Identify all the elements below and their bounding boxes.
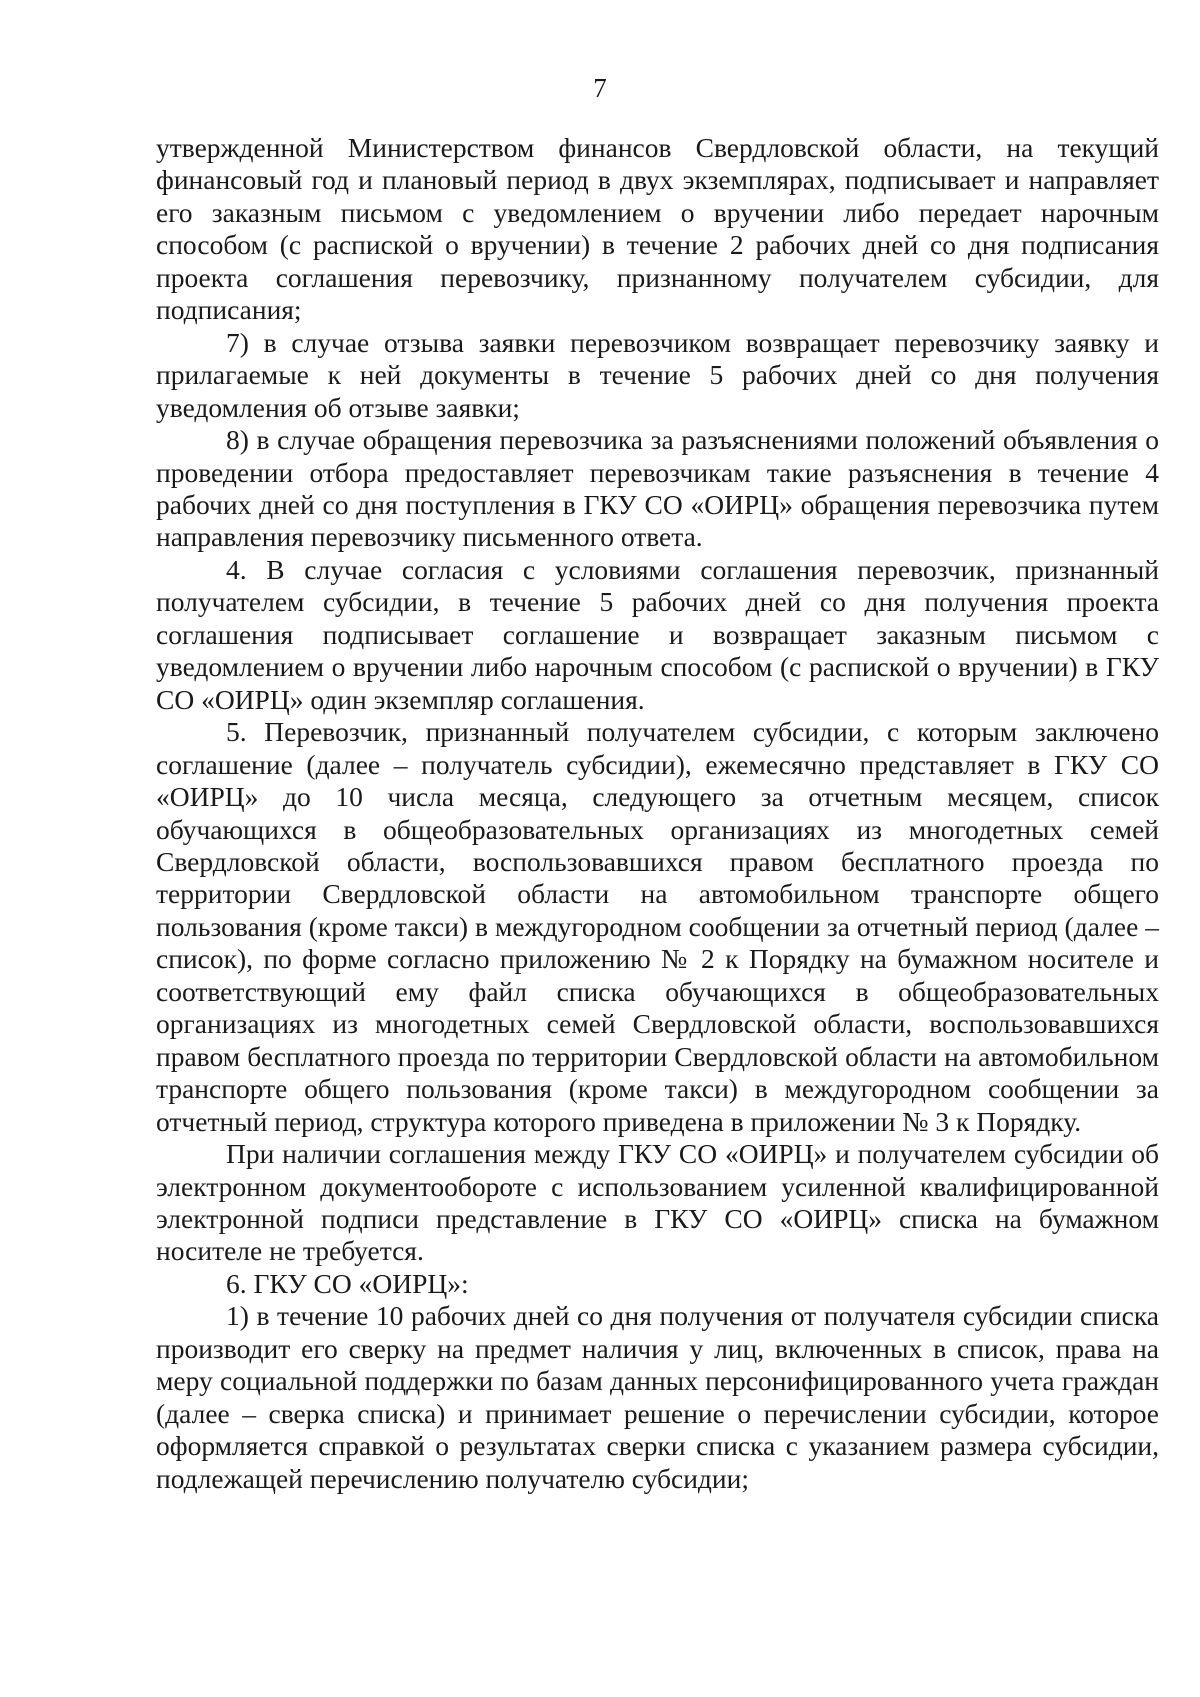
page-number: 7 <box>593 73 607 103</box>
paragraph-clause-6-item-1: 1) в течение 10 рабочих дней со дня получения от получателя субсидии списка производит его сверку на предмет наличия у лиц, включенных в список, права на меру социальной поддержки по базам данных персонифицированного учета граждан (далее – сверка списка) и принимает решение о перечислении субсидии, которое оформляется справкой о результатах сверки списка с указанием размера субсидии, подлежащей перечислению получателю субсидии; <box>156 1300 1159 1494</box>
paragraph-clause-5: 5. Перевозчик, признанный получателем субсидии, с которым заключено соглашение (далее – получатель субсидии), ежемесячно представляет в ГКУ СО «ОИРЦ» до 10 числа месяца, следующего за отчетным месяцем, список обучающихся в общеобразовательных организациях из многодетных семей Свердловской области, воспользовавшихся правом бесплатного проезда по территории Свердловской области на автомобильном транспорте общего пользования (кроме такси) в междугородном сообщении за отчетный период (далее – список), по форме согласно приложению № 2 к Порядку на бумажном носителе и соответствующий ему файл списка обучающихся в общеобразовательных организациях из многодетных семей Свердловской области, воспользовавшихся правом бесплатного проезда по территории Свердловской области на автомобильном транспорте общего пользования (кроме такси) в междугородном сообщении за отчетный период, структура которого приведена в приложении № 3 к Порядку. <box>156 716 1159 1137</box>
paragraph-item-7: 7) в случае отзыва заявки перевозчиком возвращает перевозчику заявку и прилагаемые к ней документы в течение 5 рабочих дней со дня получения уведомления об отзыве заявки; <box>156 326 1159 423</box>
paragraph-electronic-docflow: При наличии соглашения между ГКУ СО «ОИРЦ» и получателем субсидии об электронном документообороте с использованием усиленной квалифицированной электронной подписи представление в ГКУ СО «ОИРЦ» списка на бумажном носителе не требуется. <box>156 1138 1159 1267</box>
paragraph-item-8: 8) в случае обращения перевозчика за разъяснениями положений объявления о проведении отбора предоставляет перевозчикам такие разъяснения в течение 4 рабочих дней со дня поступления в ГКУ СО «ОИРЦ» обращения перевозчика путем направления перевозчику письменного ответа. <box>156 424 1159 553</box>
paragraph-clause-6: 6. ГКУ СО «ОИРЦ»: <box>226 1267 469 1299</box>
paragraph-continuation: утвержденной Министерством финансов Свердловской области, на текущий финансовый год и плановый период в двух экземплярах, подписывает и направляет его заказным письмом с уведомлением о вручении либо передает нарочным способом (с распиской о вручении) в течение 2 рабочих дней со дня подписания проекта соглашения перевозчику, признанному получателем субсидии, для подписания; <box>156 132 1159 326</box>
document-body <box>156 132 1159 1495</box>
paragraph-clause-4: 4. В случае согласия с условиями соглашения перевозчик, признанный получателем субсидии, в течение 5 рабочих дней со дня получения проекта соглашения подписывает соглашение и возвращает заказным письмом с уведомлением о вручении либо нарочным способом (с распиской о вручении) в ГКУ СО «ОИРЦ» один экземпляр соглашения. <box>156 553 1159 715</box>
